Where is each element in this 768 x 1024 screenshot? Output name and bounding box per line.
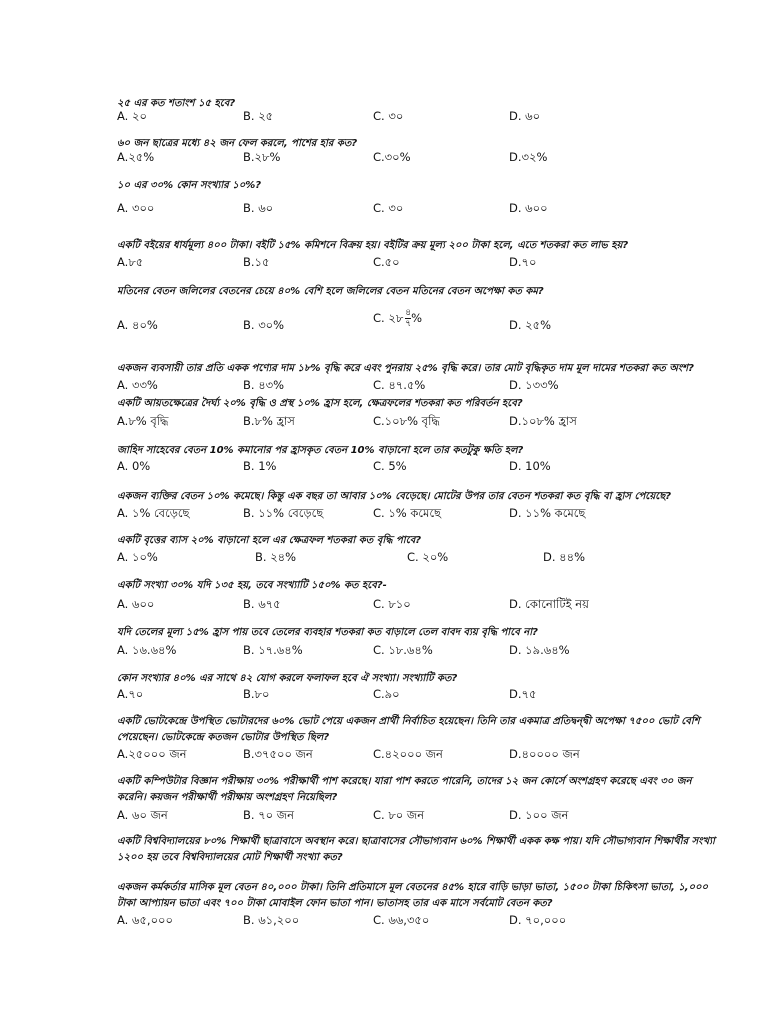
option-d: D. ৭০,০০০	[509, 913, 567, 927]
option-d: D. ১১% কমেছে	[509, 506, 586, 520]
option-d: D. ১০০ জন	[509, 808, 569, 822]
question-6: একজন ব্যবসায়ী তার প্রতি একক পণ্যের দাম ১৮% বৃদ্ধি করে এবং পুনরায় ২৫% বৃদ্ধি করে। তার মোট বৃদ্ধিকৃত দাম মূল দামের শতকরা কত অংশ?	[117, 363, 694, 374]
option-c: C. ৬৬,৩৫০	[373, 913, 430, 927]
option-b: B.৮০	[243, 687, 270, 701]
question-8: জাহিদ সাহেবের বেতন 10% কমানোর পর হ্রাসকৃত বেতন 10% বাড়ানো হলে তার কতটুকু ক্ষতি হল?	[117, 445, 524, 456]
option-d: D. ৬০	[509, 109, 541, 123]
fraction-denominator: ৭	[405, 319, 412, 329]
question-1: ২৫ এর কত শতাংশ ১৫ হবে?	[117, 98, 236, 109]
option-d: D.৪০০০০ জন	[509, 747, 580, 761]
option-c: C. ৩০	[373, 109, 404, 123]
option-b: B. ১১% বেড়েছে	[243, 506, 324, 520]
option-c: C.৩০%	[373, 150, 411, 164]
option-b: B. ৬১,২০০	[243, 913, 300, 927]
option-d: D.৩২%	[509, 150, 548, 164]
option-a: A. 0%	[117, 459, 151, 473]
option-c: C. ৮০ জন	[373, 808, 425, 822]
option-c: C. ১৮.৬৪%	[373, 643, 433, 657]
option-a: A.৭০	[117, 687, 144, 701]
option-a: A.৮৫	[117, 255, 144, 269]
option-c: C. ৩০	[373, 201, 404, 215]
option-a: A.৮% বৃদ্ধি	[117, 414, 169, 428]
option-c: C. ৮১০	[373, 597, 411, 611]
option-c: C. ২০%	[407, 550, 449, 564]
option-b: B. ৬০	[243, 201, 274, 215]
option-c: C.৫০	[373, 255, 400, 269]
option-c: C. 5%	[373, 459, 407, 473]
question-13: কোন সংখ্যার ৪০% এর সাথে ৪২ যোগ করলে ফলাফল হবে ঐ সংখ্যা। সংখ্যাটি কত?	[117, 673, 458, 684]
option-c: C.১০৮% বৃদ্ধি	[373, 414, 440, 428]
option-d: D.৭০	[509, 255, 537, 269]
question-9: একজন ব্যক্তির বেতন ১০% কমেছে। কিন্তু এক বছর তা আবার ১০% বেড়েছে। মোটের উপর তার বেতন শতকরা কত বৃদ্ধি বা হ্রাস পেয়েছে?	[117, 491, 672, 502]
fraction-suffix: %	[411, 311, 423, 325]
option-d: D.১০৮% হ্রাস	[509, 414, 577, 428]
option-b: B. ৬৭৫	[243, 597, 281, 611]
question-14: একটি ভোটকেন্দ্রে উপস্থিত ভোটারদের ৬০% ভোট পেয়ে একজন প্রার্থী নির্বাচিত হয়েছেন। তিনি তার একমাত্র প্রতিদ্বন্দ্বী অপেক্ষা ৭৫০০ ভোট বেশি পেয়েছেন। ভোটকেন্দ্রে কতজন ভোটার উপস্থিত ছিল?	[117, 716, 700, 743]
question-2: ৬০ জন ছাত্রের মধ্যে ৪২ জন ফেল করলে, পাশের হার কত?	[117, 138, 358, 149]
option-a: A. ১% বেড়েছে	[117, 506, 190, 520]
question-17: একজন কর্মকর্তার মাসিক মূল বেতন ৪০,০০০ টাকা। তিনি প্রতিমাসে মূল বেতনের ৪৫% হারে বাড়ি ভাড়া ভাতা, ১৫০০ টাকা চিকিৎসা ভাতা, ১,০০০ টাকা আপ্যায়ন ভাতা এবং ৭০০ টাকা মোবাইল ফোন ভাতা পান। ভাতাসহ তার এক মাসে সর্বমোট বেতন কত?	[117, 882, 709, 909]
option-d: D. ৪৪%	[543, 550, 586, 564]
option-d: D. 10%	[509, 459, 551, 473]
question-3: ১০ এর ৩০% কোন সংখ্যার ১০%?	[117, 180, 262, 191]
option-a: A. ৬০ জন	[117, 808, 168, 822]
option-a: A. ৩৩%	[117, 378, 158, 392]
option-b: B. ৩০%	[243, 318, 285, 332]
option-c: C.৪২০০০ জন	[373, 747, 443, 761]
question-5: মতিনের বেতন জলিলের বেতনের চেয়ে ৪০% বেশি হলে জলিলের বেতন মতিনের বেতন অপেক্ষা কত কম?	[117, 286, 544, 297]
option-a: A. ২০	[117, 109, 147, 123]
option-b: B. ১৭.৬৪%	[243, 643, 303, 657]
option-c: C.৯০	[373, 687, 400, 701]
option-b: B.২৮%	[243, 150, 281, 164]
question-16: একটি বিশ্ববিদ্যালয়ের ৮০% শিক্ষার্থী ছাত্রাবাসে অবস্থান করে। ছাত্রাবাসের সৌভাগ্যবান ৬০% শিক্ষার্থী একক কক্ষ পায়। যদি সৌভাগ্যবান শিক্ষার্থীর সংখ্যা ১২০০ হয় তবে বিশ্ববিদ্যালয়ের মোট শিক্ষার্থী সংখ্যা কত?	[117, 836, 715, 863]
option-c: C. ১% কমেছে	[373, 506, 442, 520]
option-c-whole: C. ২৮	[373, 311, 404, 325]
question-4: একটি বইয়ের ধার্যমূল্য ৪০০ টাকা। বইটি ১৫% কমিশনে বিক্রয় হয়। বইটির ক্রয় মূল্য ২০০ টাকা হলে, এতে শতকরা কত লাভ হয়?	[117, 240, 629, 251]
option-a: A. ১৬.৬৪%	[117, 643, 177, 657]
option-d: D. ৬০০	[509, 201, 548, 215]
option-a: A. ৪০%	[117, 318, 158, 332]
question-7: একটি আয়তক্ষেত্রের দৈর্ঘ্য ২০% বৃদ্ধি ও প্রস্থ ১০% হ্রাস হলে, ক্ষেত্রফলের শতকরা কত পরিবর্তন হবে?	[117, 398, 523, 409]
option-b: B. ২৪%	[255, 550, 297, 564]
option-a: A.২৫%	[117, 150, 155, 164]
option-c: C. ৪৭.৫%	[373, 378, 426, 392]
question-11: একটি সংখ্যা ৩০% যদি ১৩৫ হয়, তবে সংখ্যাটি ১৫০% কত হবে?-	[117, 580, 387, 591]
question-10: একটি বৃত্তের ব্যাস ২০% বাড়ানো হলে এর ক্ষেত্রফল শতকরা কত বৃদ্ধি পাবে?	[117, 535, 422, 546]
option-b: B.৩৭৫০০ জন	[243, 747, 313, 761]
option-a: A. ১০%	[117, 550, 158, 564]
option-d: D. ২৫%	[509, 318, 552, 332]
option-a: A.২৫০০০ জন	[117, 747, 187, 761]
option-d: D. ১৯.৬৪%	[509, 643, 570, 657]
option-b: B. ২৫	[243, 109, 274, 123]
option-b: B. ৭০ জন	[243, 808, 294, 822]
option-a: A. ৩০০	[117, 201, 155, 215]
option-b: B. 1%	[243, 459, 277, 473]
question-15: একটি কম্পিউটার বিজ্ঞান পরীক্ষায় ৩০% পরীক্ষার্থী পাশ করেছে। যারা পাশ করতে পারেনি, তাদের ১২ জন কোর্সে অংশগ্রহণ করেছে এবং ৩০ জন করেনি। কয়জন পরীক্ষার্থী পরীক্ষায় অংশগ্রহণ নিয়েছিল?	[117, 776, 692, 803]
question-12: যদি তেলের মূল্য ১৫% হ্রাস পায় তবে তেলের ব্যবহার শতকরা কত বাড়ালে তেল বাবদ ব্যয় বৃদ্ধি পাবে না?	[117, 627, 538, 638]
option-b: B.১৫	[243, 255, 270, 269]
option-c	[373, 308, 422, 329]
option-a: A. ৬০০	[117, 597, 155, 611]
fraction-numerator: ৪	[405, 308, 412, 318]
option-b: B. ৪৩%	[243, 378, 285, 392]
option-d: D.৭৫	[509, 687, 537, 701]
option-a: A. ৬৫,০০০	[117, 913, 174, 927]
option-d: D. ১৩৩%	[509, 378, 559, 392]
option-d: D. কোনোটিই নয়	[509, 597, 589, 611]
option-b: B.৮% হ্রাস	[243, 414, 295, 428]
